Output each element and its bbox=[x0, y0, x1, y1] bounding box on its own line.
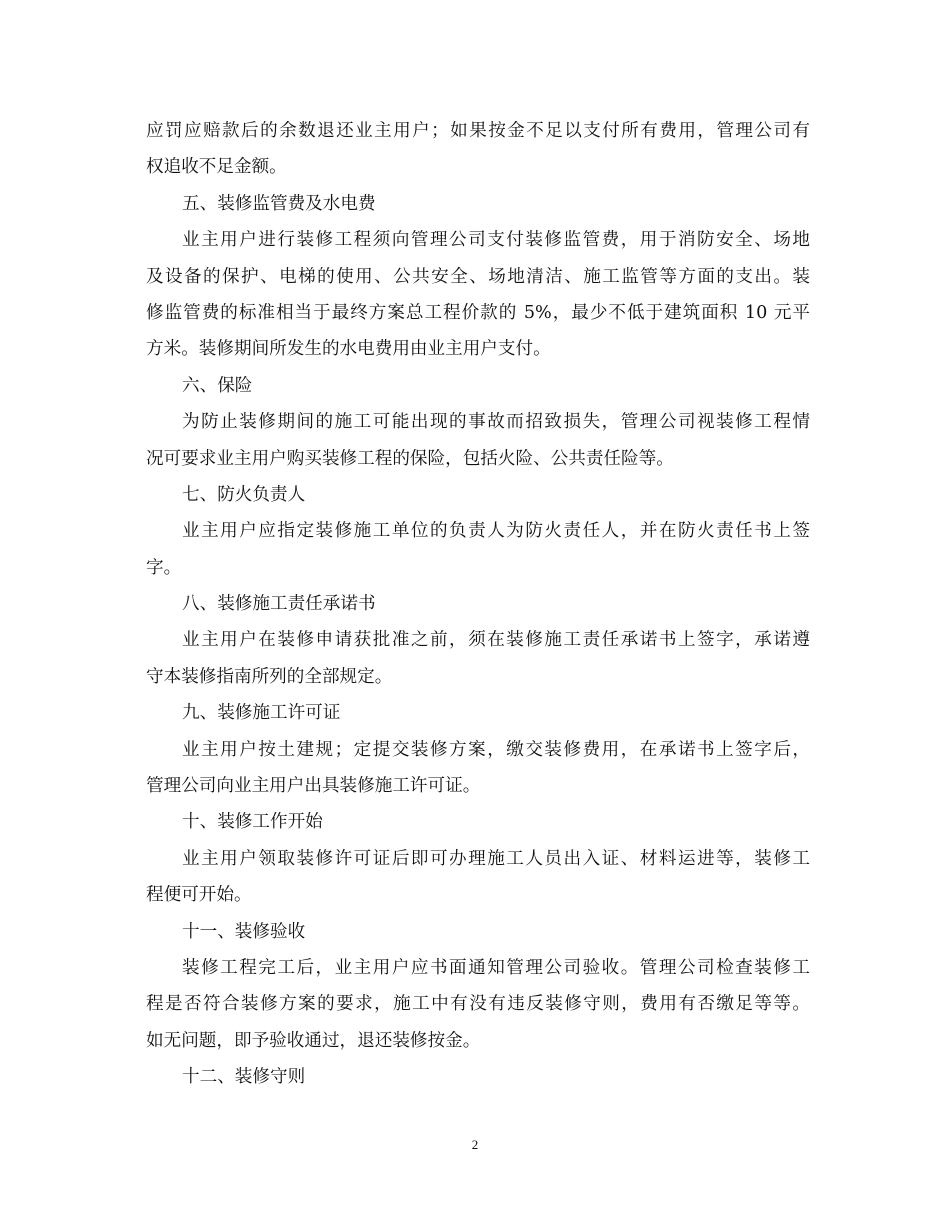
text-line: 七、防火负责人 bbox=[182, 484, 306, 505]
text-line: 业主用户在装修申请获批准之前，须在装修施工责任承诺书上签字，承诺遵 bbox=[182, 630, 810, 651]
text-line: 如无问题，即予验收通过，退还装修按金。 bbox=[146, 1030, 481, 1051]
text-line: 字。 bbox=[146, 557, 182, 578]
text-line: 装修工程完工后，业主用户应书面通知管理公司验收。管理公司检查装修工 bbox=[182, 957, 810, 978]
page-number: 2 bbox=[471, 1137, 479, 1152]
text-line: 方米。装修期间所发生的水电费用由业主用户支付。 bbox=[146, 339, 551, 360]
text-line: 六、保险 bbox=[182, 375, 253, 396]
text-line: 九、装修施工许可证 bbox=[182, 703, 341, 724]
text-line: 十、装修工作开始 bbox=[182, 812, 323, 833]
text-line: 八、装修施工责任承诺书 bbox=[182, 594, 376, 615]
text-line: 十一、装修验收 bbox=[182, 921, 306, 942]
text-line: 业主用户应指定装修施工单位的负责人为防火责任人，并在防火责任书上签 bbox=[182, 521, 810, 542]
text-line: 应罚应赔款后的余数退还业主用户；如果按金不足以支付所有费用，管理公司有 bbox=[146, 121, 810, 141]
text-line: 权追收不足金额。 bbox=[146, 157, 287, 178]
document-body bbox=[146, 113, 810, 1096]
text-line: 程是否符合装修方案的要求，施工中有没有违反装修守则，费用有否缴足等等。 bbox=[146, 994, 810, 1015]
text-line: 五、装修监管费及水电费 bbox=[182, 193, 376, 214]
text-line: 况可要求业主用户购买装修工程的保险，包括火险、公共责任险等。 bbox=[146, 448, 674, 469]
text-line: 十二、装修守则 bbox=[182, 1067, 306, 1088]
text-line: 修监管费的标准相当于最终方案总工程价款的 5%，最少不低于建筑面积 10 元平 bbox=[146, 302, 810, 323]
text-line: 业主用户进行装修工程须向管理公司支付装修监管费，用于消防安全、场地 bbox=[182, 230, 810, 251]
text-line: 为防止装修期间的施工可能出现的事故而招致损失，管理公司视装修工程情 bbox=[182, 412, 810, 433]
text-line: 守本装修指南所列的全部规定。 bbox=[146, 666, 393, 687]
text-line: 及设备的保护、电梯的使用、公共安全、场地清洁、施工监管等方面的支出。装 bbox=[146, 266, 810, 287]
text-line: 业主用户按土建规；定提交装修方案，缴交装修费用，在承诺书上签字后， bbox=[182, 739, 810, 760]
text-line: 程便可开始。 bbox=[146, 885, 252, 906]
text-line: 业主用户领取装修许可证后即可办理施工人员出入证、材料运进等，装修工 bbox=[182, 848, 810, 869]
text-line: 管理公司向业主用户出具装修施工许可证。 bbox=[146, 776, 481, 797]
